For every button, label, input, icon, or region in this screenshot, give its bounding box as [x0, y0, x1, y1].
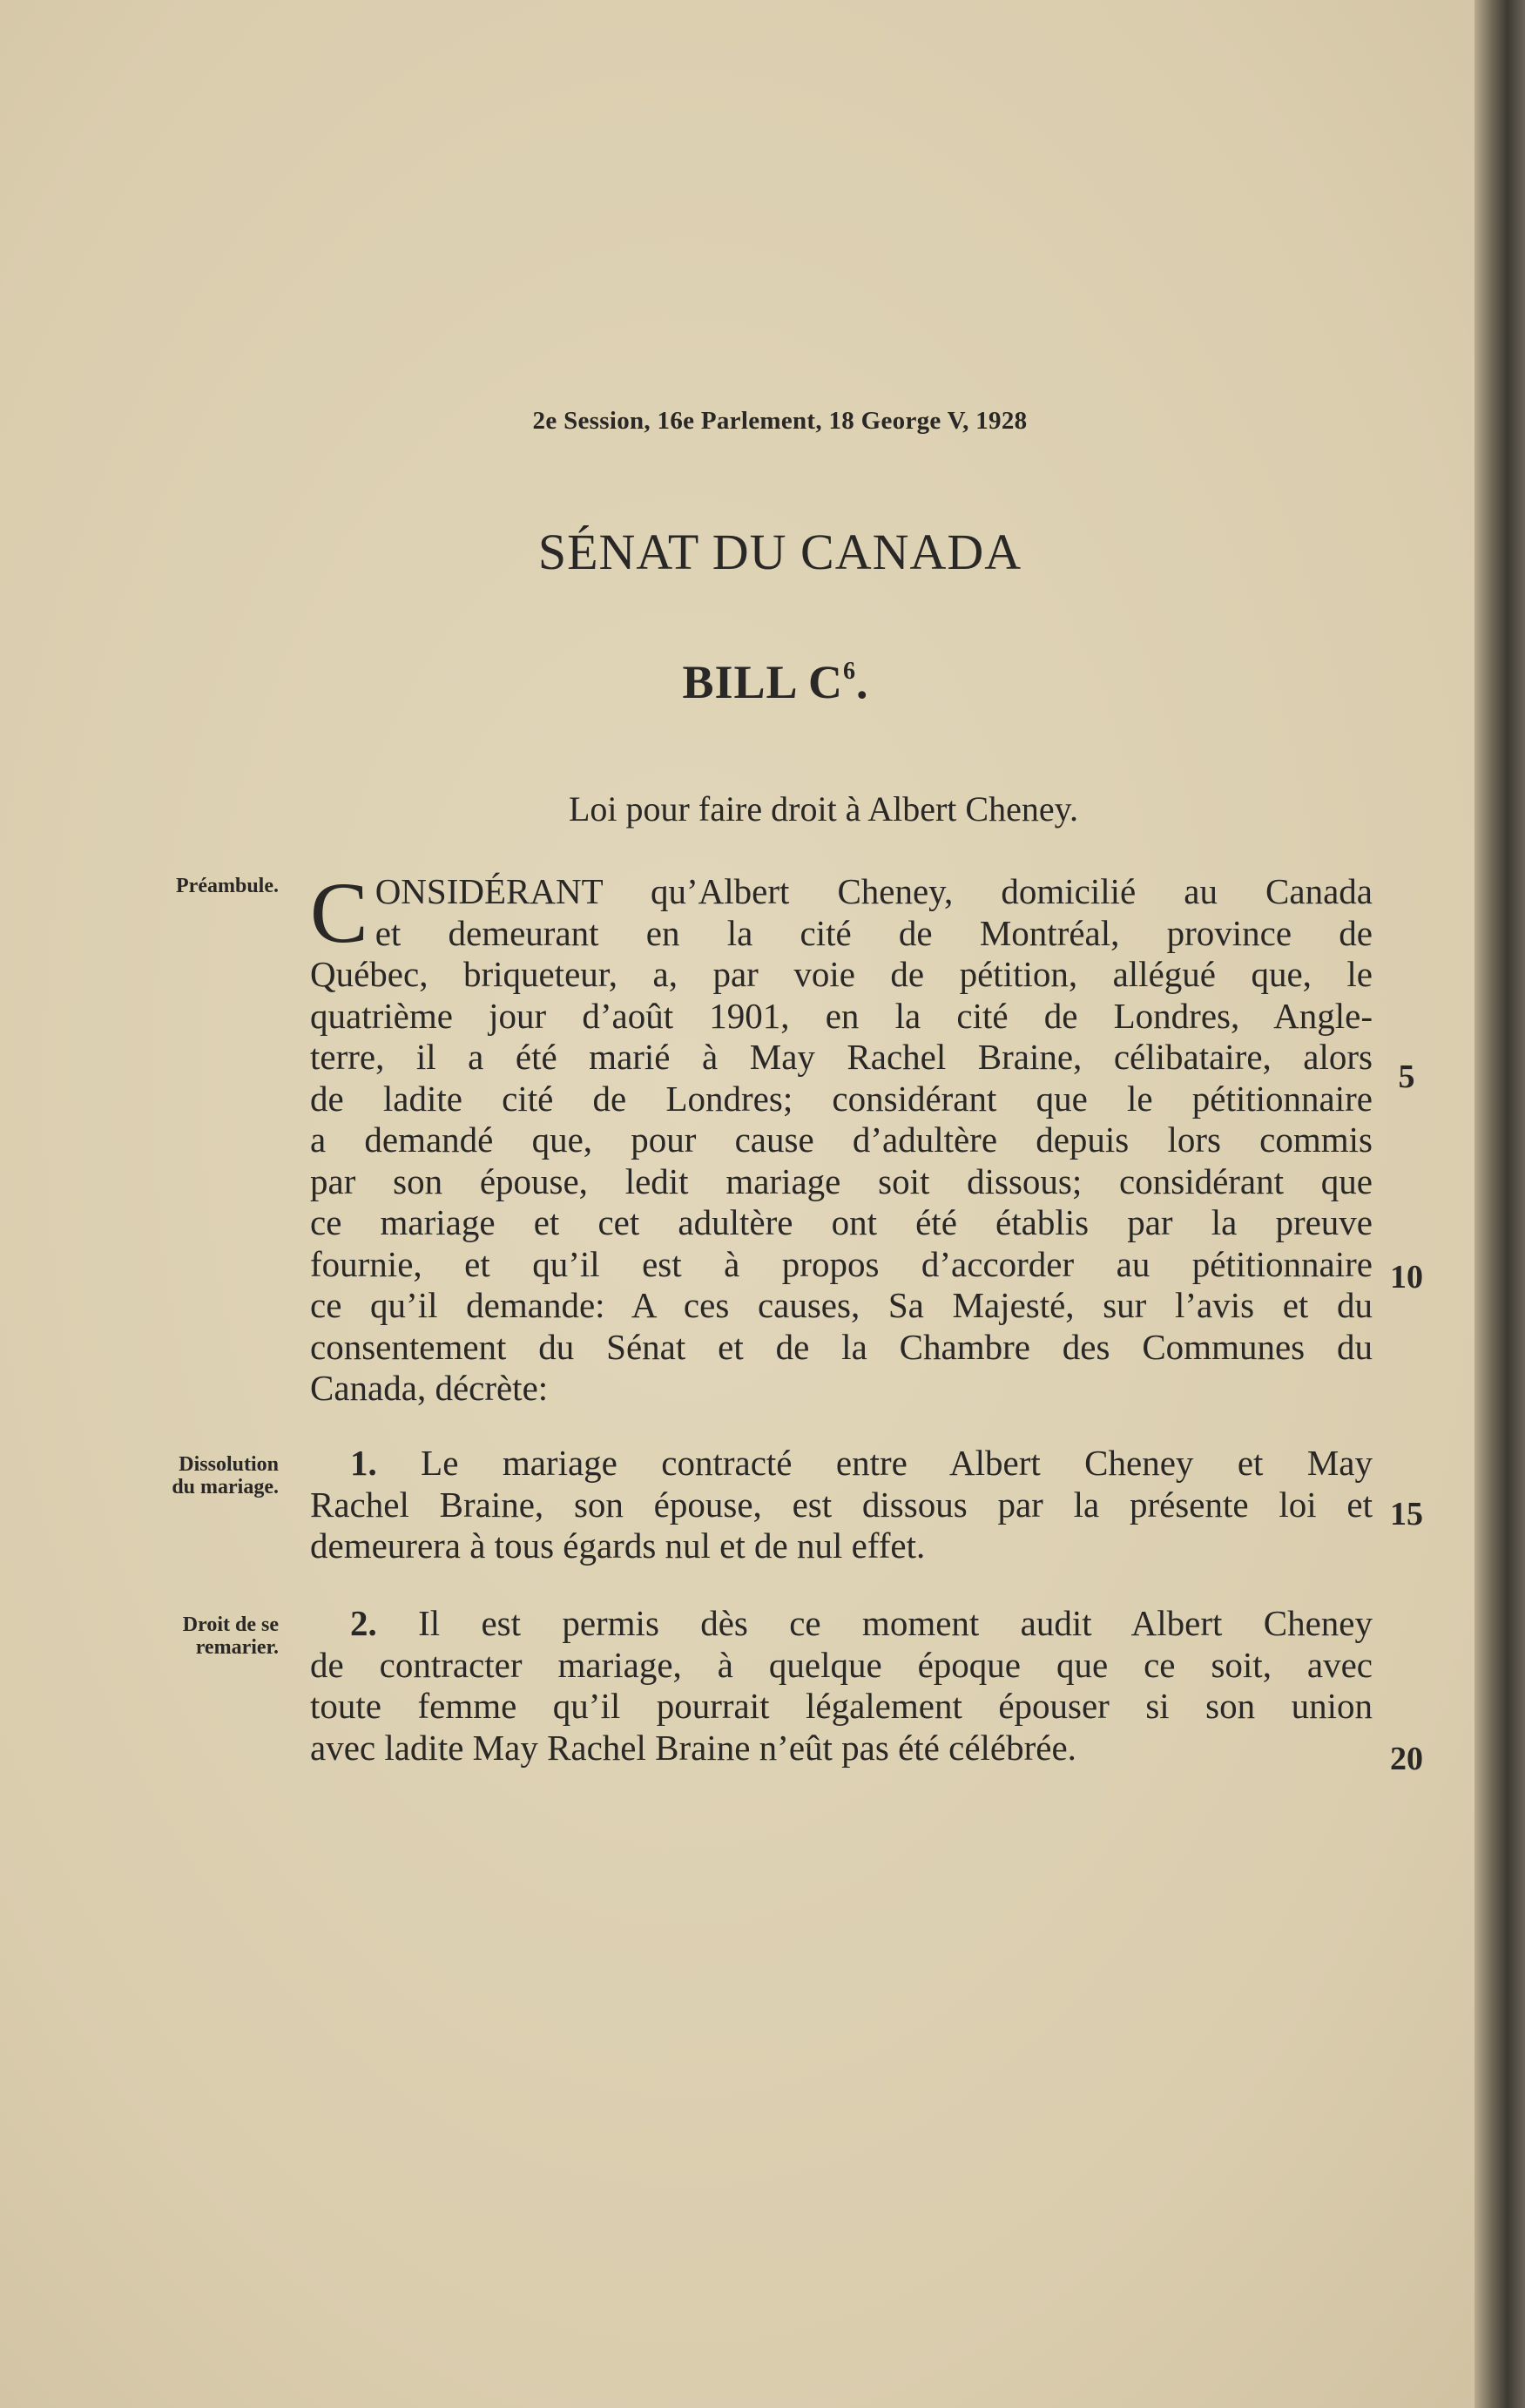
section-1-line-text: Le mariage contracté entre Albert Cheney et May	[421, 1443, 1373, 1483]
book-binding-edge	[1474, 0, 1525, 2408]
bill-suffix: .	[856, 656, 869, 708]
preamble-line: de ladite cité de Londres; considérant que le pétitionnaire	[310, 1078, 1373, 1119]
preamble-paragraph	[310, 864, 1373, 1410]
line-number-15: 15	[1390, 1496, 1423, 1532]
preamble-line: Canada, décrète:	[310, 1368, 549, 1408]
section-1-line: Rachel Braine, son épouse, est dissous par la présente loi et	[310, 1484, 1373, 1525]
margin-note-dissolution-line1: Dissolution	[179, 1453, 279, 1476]
section-1-line	[310, 1443, 1373, 1485]
preamble-line: fournie, et qu’il est à propos d’accorder au pétitionnaire	[310, 1243, 1373, 1284]
preamble-line: ONSIDÉRANT qu’Albert Cheney, domicilié au Canada	[375, 871, 1373, 911]
section-2-line: toute femme qu’il pourrait légalement épouser si son union	[310, 1686, 1373, 1726]
line-number-5: 5	[1398, 1059, 1415, 1095]
preamble-line: a demandé que, pour cause d’adultère depuis lors commis	[310, 1119, 1373, 1160]
drop-cap: C	[310, 864, 368, 961]
line-number-10: 10	[1390, 1259, 1423, 1295]
section-2-number: 2.	[350, 1603, 377, 1643]
section-2-line: de contracter mariage, à quelque époque que ce soit, avec	[310, 1644, 1373, 1685]
section-2-line: avec ladite May Rachel Braine n’eût pas été célébrée.	[310, 1727, 1076, 1768]
line-number-20: 20	[1390, 1741, 1423, 1777]
margin-note-dissolution	[113, 1453, 279, 1498]
section-2-paragraph	[310, 1603, 1373, 1769]
bill-superscript: 6	[843, 658, 857, 685]
margin-note-remarry-line2: remarier.	[195, 1636, 279, 1659]
section-1-paragraph	[310, 1443, 1373, 1567]
margin-note-preamble: Préambule.	[176, 875, 279, 897]
session-heading: 2e Session, 16e Parlement, 18 George V, 1928	[532, 407, 1028, 435]
preamble-line: terre, il a été marié à May Rachel Braine, célibataire, alors	[310, 1037, 1373, 1077]
preamble-line: ce qu’il demande: A ces causes, Sa Majesté, sur l’avis et du	[310, 1285, 1373, 1325]
section-2-line-text: Il est permis dès ce moment audit Albert Cheney	[418, 1603, 1373, 1643]
margin-note-remarry-line1: Droit de se	[182, 1613, 279, 1636]
preamble-line: Québec, briqueteur, a, par voie de pétition, allégué que, le	[310, 954, 1373, 994]
bill-number	[0, 655, 1525, 709]
margin-note-remarry	[113, 1613, 279, 1659]
section-1-line: demeurera à tous égards nul et de nul effet.	[310, 1525, 926, 1566]
preamble-line: ce mariage et cet adultère ont été établis par la preuve	[310, 1202, 1373, 1242]
chamber-title: SÉNAT DU CANADA	[537, 524, 1022, 580]
preamble-line: par son épouse, ledit mariage soit dissous; considérant que	[310, 1160, 1373, 1201]
margin-note-dissolution-line2: du mariage.	[172, 1476, 279, 1498]
bill-subtitle: Loi pour faire droit à Albert Cheney.	[569, 789, 1078, 829]
preamble-line: et demeurant en la cité de Montréal, province de	[375, 912, 1373, 953]
bill-label: BILL C	[682, 656, 844, 708]
section-2-line	[310, 1603, 1373, 1645]
preamble-line: quatrième jour d’août 1901, en la cité de Londres, Angle-	[310, 995, 1373, 1036]
section-1-number: 1.	[350, 1443, 377, 1483]
preamble-line: consentement du Sénat et de la Chambre des Communes du	[310, 1326, 1373, 1367]
